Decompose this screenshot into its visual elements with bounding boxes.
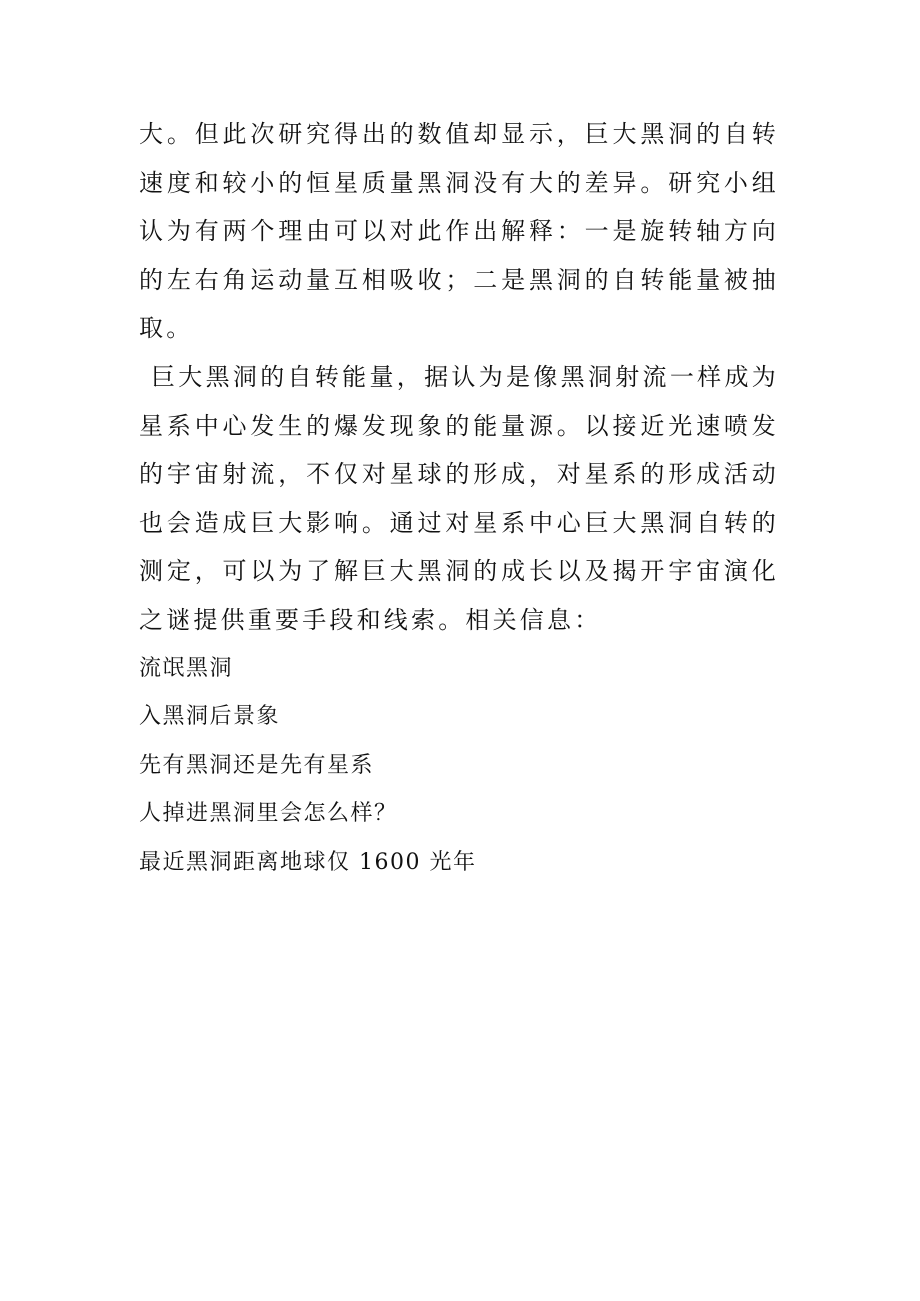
related-info-list [139,645,779,888]
paragraph-2: 巨大黑洞的自转能量，据认为是像黑洞射流一样成为星系中心发生的爆发现象的能量源。以接近光速喷发的宇宙射流，不仅对星球的形成，对星系的形成活动也会造成巨大影响。通过对星系中心巨大黑洞自转的测定，可以为了解巨大黑洞的成长以及揭开宇宙演化之谜提供重要手段和线索。相关信息： [139,362,779,634]
related-item-nearest-black-hole: 最近黑洞距离地球仅 1600 光年 [139,849,477,875]
related-item-black-hole-or-galaxy-first: 先有黑洞还是先有星系 [139,752,375,778]
document-body [139,110,779,888]
related-item-falling-into-black-hole: 人掉进黑洞里会怎么样？ [139,801,398,827]
paragraph-1: 大。但此次研究得出的数值却显示，巨大黑洞的自转速度和较小的恒星质量黑洞没有大的差异。研究小组认为有两个理由可以对此作出解释：一是旋转轴方向的左右角运动量互相吸收；二是黑洞的自转能量被抽取。 [139,120,779,343]
related-item-inside-black-hole: 入黑洞后景象 [139,704,281,730]
related-item-rogue-black-hole: 流氓黑洞 [139,655,234,681]
